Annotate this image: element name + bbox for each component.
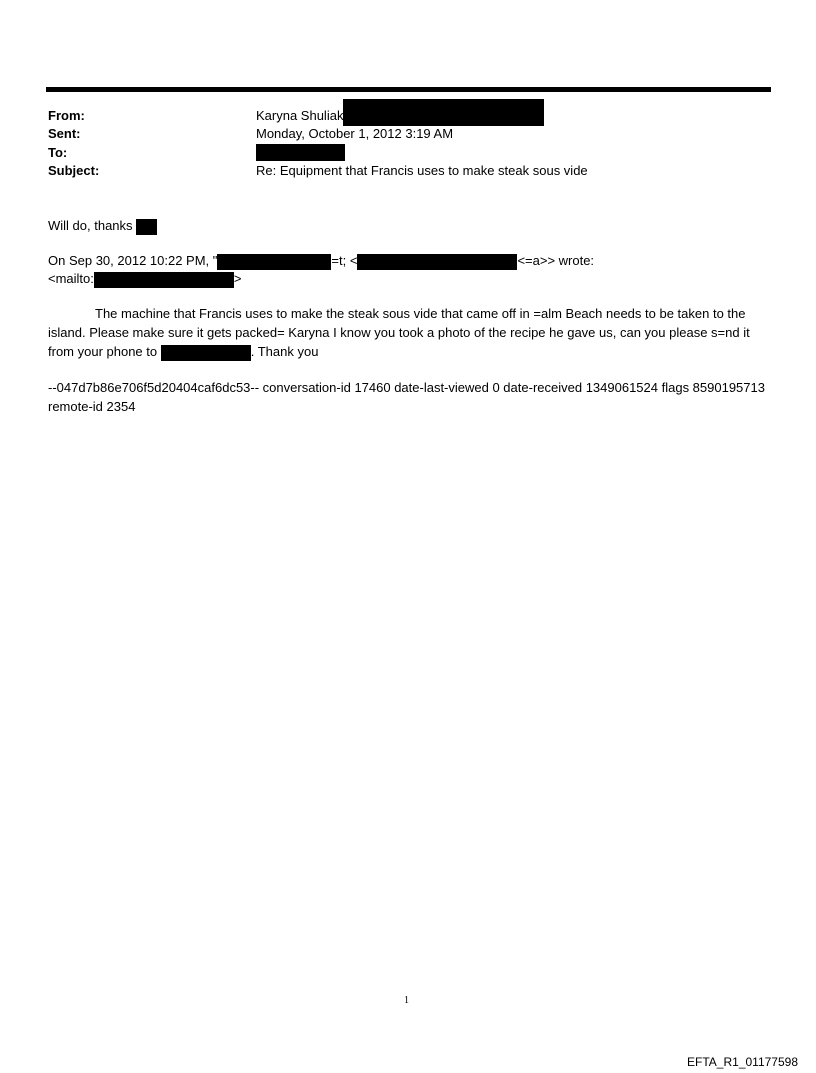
mailto-line [48,269,241,288]
bates-number: EFTA_R1_01177598 [687,1055,798,1069]
message-closing: . Thank you [250,344,319,359]
mailto-suffix: > [233,271,242,286]
redaction-block [256,144,345,161]
subject-label: Subject: [48,163,100,178]
sent-label: Sent: [48,126,81,141]
page-number: 1 [404,995,409,1006]
sent-value: Monday, October 1, 2012 3:19 AM [256,126,454,141]
from-label: From: [48,108,85,123]
message-metadata: --047d7b86e706f5d20404caf6dc53-- conversation-id 17460 date-last-viewed 0 date-received 1349061524 flags 8590195713 remote-id 2354 [48,380,765,414]
to-label: To: [48,145,68,160]
redaction-block [94,272,234,288]
mailto-prefix: <mailto: [48,271,94,286]
redaction-block [136,219,157,235]
quote-suffix: <=a>> wrote: [517,253,595,268]
reply-line [48,216,157,235]
redaction-block [343,99,544,126]
redaction-block [217,254,331,270]
reply-text: Will do, thanks [48,218,133,233]
from-value [256,107,544,126]
message-text: The machine that Francis uses to make the steak sous vide that came off in =alm Beach needs to be taken to the island. Please make sure it gets packed= Karyna I know you took a photo of the recipe he gave us, can you please s=nd it from your phone to [48,306,750,359]
redaction-block [161,345,251,361]
redaction-block [357,254,517,270]
message-body [48,304,770,361]
to-value [256,143,345,161]
subject-value: Re: Equipment that Francis uses to make steak sous vide [256,163,588,178]
quote-prefix: On Sep 30, 2012 10:22 PM, " [48,253,218,268]
quote-mid: =t; < [331,253,358,268]
quote-attribution [48,251,594,270]
header-rule [46,87,771,92]
from-name: Karyna Shuliak [256,108,344,123]
